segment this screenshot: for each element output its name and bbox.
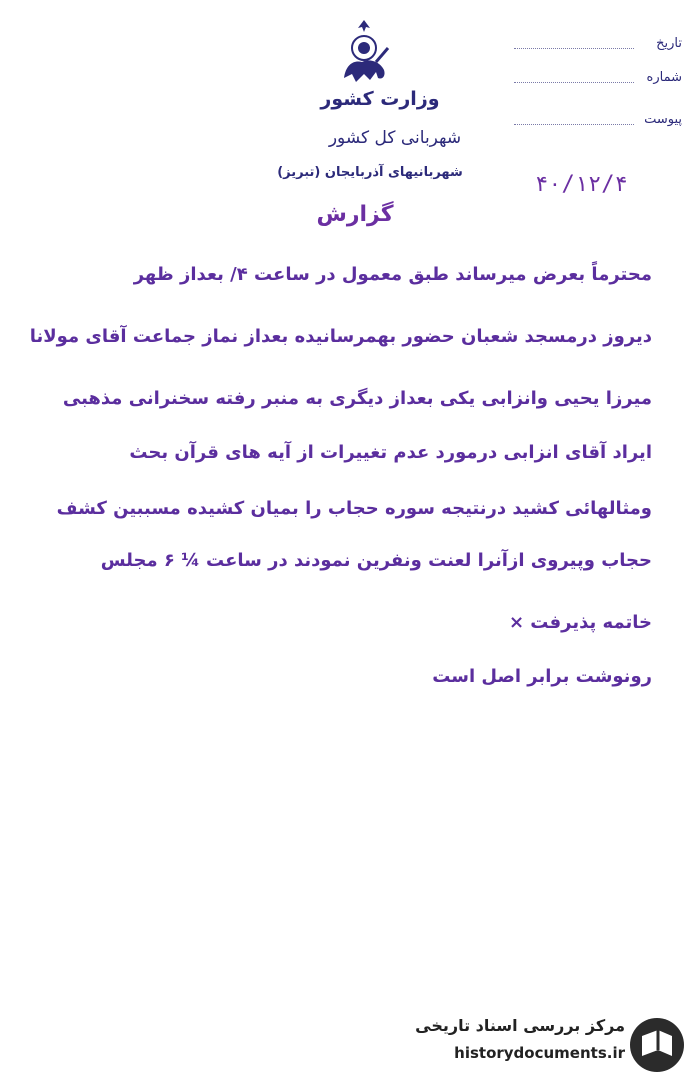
number-label: شماره xyxy=(646,70,682,85)
number-dots xyxy=(514,72,634,83)
report-title: گزارش xyxy=(316,202,394,227)
date-label: تاریخ xyxy=(656,36,682,51)
branch-title: شهربانیهای آذربایجان (تبریز) xyxy=(277,165,463,180)
attachment-label: پیوست xyxy=(644,112,682,127)
number-field xyxy=(514,70,682,85)
date-field xyxy=(514,36,682,51)
ministry-title: وزارت کشور xyxy=(320,88,440,110)
date-dots xyxy=(514,38,634,49)
body-line: دیروز درمسجد شعبان حضور بهمرسانیده بعداز نماز جماعت آقای مولانا xyxy=(29,326,652,347)
body-line: محترماً بعرض میرساند طبق معمول در ساعت ۴/ بعداز ظهر xyxy=(133,264,652,285)
archive-logo-icon xyxy=(628,1016,686,1074)
attachment-field xyxy=(514,112,682,127)
attachment-dots xyxy=(514,114,634,125)
body-line: ایراد آقای انزابی درمورد عدم تغییرات از آیه های قرآن بحث xyxy=(129,442,652,463)
document-date: ۴۰/۱۲/۴ xyxy=(535,172,628,197)
police-title: شهربانی کل کشور xyxy=(328,128,462,148)
body-line: حجاب وپیروی ازآنرا لعنت ونفرین نمودند در ساعت ¼ ۶ مجلس xyxy=(100,550,652,571)
certification-line: رونوشت برابر اصل است xyxy=(432,666,652,687)
body-line: ومثالهائی کشید درنتیجه سوره حجاب را بمیان کشیده مسببین کشف xyxy=(56,498,652,519)
footer-site-link[interactable]: historydocuments.ir xyxy=(454,1044,625,1062)
body-line: میرزا یحیی وانزابی یکی بعداز دیگری به منبر رفته سخنرانی مذهبی xyxy=(62,388,652,409)
footer-org-name: مرکز بررسی اسناد تاریخی xyxy=(415,1016,625,1035)
body-line: خاتمه پذیرفت × xyxy=(508,612,652,633)
lion-and-sun-emblem-icon xyxy=(336,18,392,86)
